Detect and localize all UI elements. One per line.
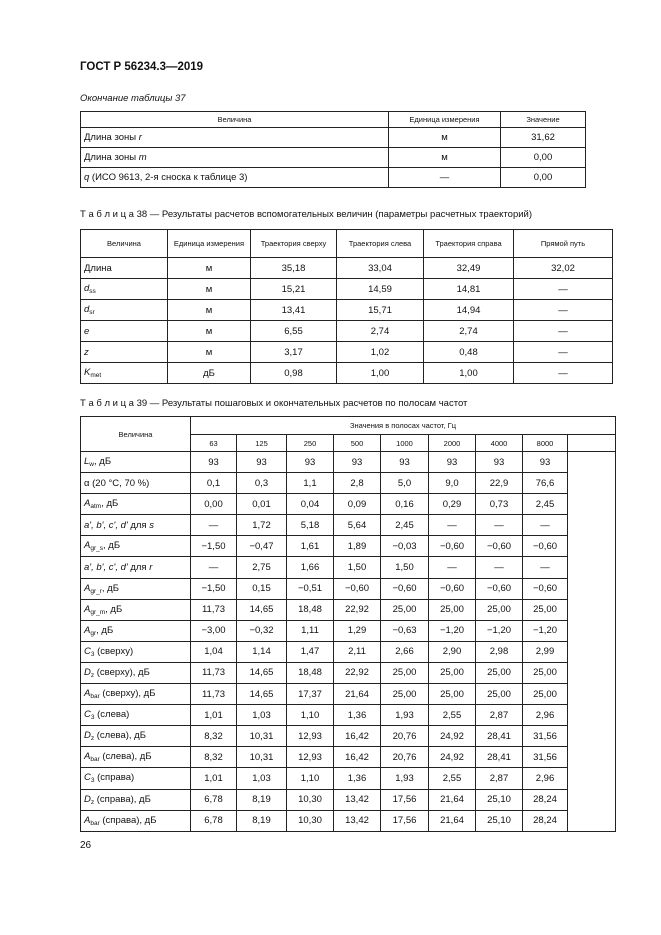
table37-header-unit: Единица измерения <box>389 112 501 128</box>
page-number: 26 <box>80 840 92 851</box>
table39-header-row <box>81 417 616 435</box>
table39-row-label: a', b', c', d' для r <box>81 557 191 578</box>
table38-cell: 15,21 <box>251 279 337 300</box>
table39-cell: 93 <box>287 452 334 473</box>
table37 <box>80 111 586 188</box>
table39-cell: 25,00 <box>381 662 429 683</box>
table39-cell: 1,03 <box>237 768 287 789</box>
table38-cell: — <box>514 363 613 384</box>
table39-row-label: $C_3$ (сверху) <box>81 641 191 662</box>
table-row <box>81 300 613 321</box>
table39-cell: 28,41 <box>476 747 523 768</box>
table39-cell: 93 <box>191 452 237 473</box>
table-row <box>81 684 616 705</box>
table39-cell: 1,72 <box>237 515 287 536</box>
table39-cell: −1,50 <box>191 578 237 599</box>
table39-extra-col-header <box>568 435 616 452</box>
table37-cell: 0,00 <box>501 148 586 168</box>
table-row <box>81 148 586 168</box>
table38-cell: м <box>168 258 251 279</box>
table38-cell: — <box>514 300 613 321</box>
table38-body <box>81 258 613 384</box>
table39-cell: 17,56 <box>381 789 429 810</box>
table39-cell: 1,36 <box>334 705 381 726</box>
table39-cell: 22,92 <box>334 662 381 683</box>
table39-cell: −0,47 <box>237 536 287 557</box>
table39-cell: 1,29 <box>334 620 381 641</box>
table39-cell: 2,87 <box>476 768 523 789</box>
table38-cell: дБ <box>168 363 251 384</box>
table39-cell: 25,00 <box>429 599 476 620</box>
table-row <box>81 321 613 342</box>
table39-cell: 10,31 <box>237 726 287 747</box>
table-row <box>81 599 616 620</box>
table39-cell: 18,48 <box>287 599 334 620</box>
table39-cell: 24,92 <box>429 747 476 768</box>
table39-cell: 1,36 <box>334 768 381 789</box>
table38-header-cell: Траектория слева <box>337 230 424 258</box>
table39-row-label: $A_{gr\_s}$, дБ <box>81 536 191 557</box>
table39-extra-col <box>568 452 616 832</box>
table37-cell: 0,00 <box>501 168 586 188</box>
table38-cell: 6,55 <box>251 321 337 342</box>
table-row <box>81 578 616 599</box>
table39-cell: 2,87 <box>476 705 523 726</box>
table-row <box>81 768 616 789</box>
table39-cell: 1,03 <box>237 705 287 726</box>
table38-cell: 14,81 <box>424 279 514 300</box>
table37-header-value: Значение <box>501 112 586 128</box>
table39-cell: 2,90 <box>429 641 476 662</box>
table39-cell: 11,73 <box>191 599 237 620</box>
table39-cell: 0,09 <box>334 494 381 515</box>
table39-cell: 2,99 <box>523 641 568 662</box>
table39-cell: 1,93 <box>381 705 429 726</box>
table38-cell: 0,48 <box>424 342 514 363</box>
table39-cell: 2,66 <box>381 641 429 662</box>
table39-cell: 1,04 <box>191 641 237 662</box>
table39-cell: 9,0 <box>429 473 476 494</box>
table-row <box>81 789 616 810</box>
table39-freq-header: 8000 <box>523 435 568 452</box>
table39-cell: — <box>476 515 523 536</box>
table39-cell: −0,60 <box>429 578 476 599</box>
table39-row-label: α (20 °C, 70 %) <box>81 473 191 494</box>
table38 <box>80 229 613 384</box>
table39-cell: 0,29 <box>429 494 476 515</box>
table39-cell: −3,00 <box>191 620 237 641</box>
table38-cell: 2,74 <box>424 321 514 342</box>
table39-row-label: $C_3$ (справа) <box>81 768 191 789</box>
table38-cell: 32,02 <box>514 258 613 279</box>
table37-cell: м <box>389 128 501 148</box>
table39-cell: 8,32 <box>191 747 237 768</box>
table39-row-label: $A_{bar}$ (сверху), дБ <box>81 684 191 705</box>
table39-row-label: $D_z$ (сверху), дБ <box>81 662 191 683</box>
table37-cell: — <box>389 168 501 188</box>
table39-cell: — <box>429 515 476 536</box>
table-row <box>81 620 616 641</box>
table39-cell: 2,45 <box>523 494 568 515</box>
table38-cell: 2,74 <box>337 321 424 342</box>
table39-cell: — <box>191 515 237 536</box>
table39-row-label: $A_{bar}$ (справа), дБ <box>81 810 191 831</box>
table39-cell: −0,51 <box>287 578 334 599</box>
table38-caption: Т а б л и ц а 38 — Результаты расчетов вспомогательных величин (параметры расчетных траекторий) <box>80 209 533 220</box>
table39-cell: 1,01 <box>191 768 237 789</box>
table38-cell: 15,71 <box>337 300 424 321</box>
table38-header-cell: Траектория сверху <box>251 230 337 258</box>
table39-cell: −1,50 <box>191 536 237 557</box>
table39-cell: −0,63 <box>381 620 429 641</box>
table39-cell: 25,00 <box>523 599 568 620</box>
table39-cell: 6,78 <box>191 810 237 831</box>
table39-row-label: $A_{bar}$ (слева), дБ <box>81 747 191 768</box>
table39-cell: 25,10 <box>476 789 523 810</box>
table39-cell: 25,00 <box>476 662 523 683</box>
table39-cell: −0,03 <box>381 536 429 557</box>
table39-cell: 2,75 <box>237 557 287 578</box>
table38-cell: — <box>514 279 613 300</box>
table39-cell: 1,50 <box>381 557 429 578</box>
table39-row-label: $A_{gr\_r}$, дБ <box>81 578 191 599</box>
table39-cell: 28,24 <box>523 789 568 810</box>
table38-cell: м <box>168 300 251 321</box>
table39-cell: 11,73 <box>191 684 237 705</box>
table39-cell: 5,0 <box>381 473 429 494</box>
table39-row-label: $L_w$, дБ <box>81 452 191 473</box>
table39-cell: 1,66 <box>287 557 334 578</box>
table39-cell: 16,42 <box>334 747 381 768</box>
table39-cell: 2,96 <box>523 768 568 789</box>
table39-cell: 10,30 <box>287 810 334 831</box>
table39-cell: 17,56 <box>381 810 429 831</box>
table38-cell: 0,98 <box>251 363 337 384</box>
table38-cell: e <box>81 321 168 342</box>
table39-cell: 2,55 <box>429 705 476 726</box>
table39-cell: 21,64 <box>429 810 476 831</box>
table39-row-label: $A_{gr}$, дБ <box>81 620 191 641</box>
table39-cell: 5,64 <box>334 515 381 536</box>
table-row <box>81 473 616 494</box>
table39-cell: −0,60 <box>476 578 523 599</box>
table39-cell: −0,60 <box>523 578 568 599</box>
table39-cell: 1,93 <box>381 768 429 789</box>
table37-header-row <box>81 112 586 128</box>
table39-cell: 2,96 <box>523 705 568 726</box>
table-row <box>81 747 616 768</box>
table39-cell: — <box>476 557 523 578</box>
table39-cell: −1,20 <box>523 620 568 641</box>
table39-cell: 0,15 <box>237 578 287 599</box>
table-row <box>81 536 616 557</box>
table39-cell: 5,18 <box>287 515 334 536</box>
table39-header-freq: Значения в полосах частот, Гц <box>191 417 616 435</box>
table38-cell: 3,17 <box>251 342 337 363</box>
table39-cell: 2,8 <box>334 473 381 494</box>
table39-cell: 1,11 <box>287 620 334 641</box>
table37-cell: Длина зоны r <box>81 128 389 148</box>
table39-cell: 13,42 <box>334 810 381 831</box>
table39-cell: −0,60 <box>476 536 523 557</box>
table39-freq-header: 2000 <box>429 435 476 452</box>
table-row <box>81 363 613 384</box>
table-row <box>81 557 616 578</box>
table39-cell: 16,42 <box>334 726 381 747</box>
table39-cell: 21,64 <box>429 789 476 810</box>
table39-cell: −0,32 <box>237 620 287 641</box>
table38-cell: 33,04 <box>337 258 424 279</box>
table-row <box>81 641 616 662</box>
table39-cell: −0,60 <box>381 578 429 599</box>
table39-cell: 93 <box>429 452 476 473</box>
table39-row-label: $D_z$ (справа), дБ <box>81 789 191 810</box>
table38-cell: м <box>168 279 251 300</box>
table39-cell: 1,47 <box>287 641 334 662</box>
table38-cell: $d_{sr}$ <box>81 300 168 321</box>
table39-cell: −1,20 <box>429 620 476 641</box>
table39-cell: 25,00 <box>429 662 476 683</box>
table38-cell: м <box>168 342 251 363</box>
table39-freq-header: 125 <box>237 435 287 452</box>
table39-cell: 1,10 <box>287 768 334 789</box>
table39-cell: 17,37 <box>287 684 334 705</box>
table39-cell: 0,04 <box>287 494 334 515</box>
table39-cell: 14,65 <box>237 684 287 705</box>
table39-freq-header: 63 <box>191 435 237 452</box>
table39-cell: — <box>523 515 568 536</box>
table39-cell: 2,98 <box>476 641 523 662</box>
table39 <box>80 416 616 832</box>
table39-cell: 0,3 <box>237 473 287 494</box>
table38-cell: 14,59 <box>337 279 424 300</box>
table39-cell: 25,00 <box>476 684 523 705</box>
table38-cell: — <box>514 342 613 363</box>
table-row <box>81 726 616 747</box>
table-row <box>81 810 616 831</box>
table39-cell: 10,30 <box>287 789 334 810</box>
table39-cell: 6,78 <box>191 789 237 810</box>
table38-header-cell: Единица измерения <box>168 230 251 258</box>
table39-cell: 21,64 <box>334 684 381 705</box>
table-row <box>81 279 613 300</box>
table39-cell: −1,20 <box>476 620 523 641</box>
table39-cell: 25,00 <box>381 599 429 620</box>
table38-cell: — <box>514 321 613 342</box>
table-row <box>81 258 613 279</box>
table-row <box>81 168 586 188</box>
table38-header-cell: Траектория справа <box>424 230 514 258</box>
table39-cell: 0,00 <box>191 494 237 515</box>
table39-freq-header: 500 <box>334 435 381 452</box>
table39-cell: 93 <box>334 452 381 473</box>
table39-cell: 25,00 <box>381 684 429 705</box>
table39-cell: 12,93 <box>287 726 334 747</box>
table39-cell: 8,19 <box>237 789 287 810</box>
table39-cell: 28,41 <box>476 726 523 747</box>
table39-cell: 18,48 <box>287 662 334 683</box>
table-row <box>81 662 616 683</box>
table37-cell: 31,62 <box>501 128 586 148</box>
table39-cell: −0,60 <box>334 578 381 599</box>
table39-row-label: $A_{atm}$, дБ <box>81 494 191 515</box>
table38-cell: Длина <box>81 258 168 279</box>
table39-cell: 0,01 <box>237 494 287 515</box>
table38-cell: 1,00 <box>424 363 514 384</box>
table-row <box>81 494 616 515</box>
table39-cell: 8,32 <box>191 726 237 747</box>
table39-cell: 25,00 <box>523 684 568 705</box>
table-row <box>81 342 613 363</box>
table39-cell: 20,76 <box>381 726 429 747</box>
table39-cell: 10,31 <box>237 747 287 768</box>
table39-body <box>81 452 616 832</box>
table38-cell: z <box>81 342 168 363</box>
table39-cell: 2,45 <box>381 515 429 536</box>
table-row <box>81 705 616 726</box>
table39-cell: 11,73 <box>191 662 237 683</box>
table39-cell: 93 <box>476 452 523 473</box>
table39-cell: 0,73 <box>476 494 523 515</box>
table39-cell: — <box>523 557 568 578</box>
table38-cell: м <box>168 321 251 342</box>
table39-cell: 24,92 <box>429 726 476 747</box>
table39-cell: 25,10 <box>476 810 523 831</box>
table39-cell: 28,24 <box>523 810 568 831</box>
table39-cell: 13,42 <box>334 789 381 810</box>
table38-header-row <box>81 230 613 258</box>
table37-cell: Длина зоны m <box>81 148 389 168</box>
table39-cell: — <box>429 557 476 578</box>
table39-cell: 76,6 <box>523 473 568 494</box>
table39-cell: 22,9 <box>476 473 523 494</box>
table37-continuation-label: Окончание таблицы 37 <box>80 93 186 104</box>
table39-cell: 1,14 <box>237 641 287 662</box>
table39-freq-header: 1000 <box>381 435 429 452</box>
table39-cell: 12,93 <box>287 747 334 768</box>
table39-cell: 0,1 <box>191 473 237 494</box>
table-row <box>81 515 616 536</box>
table39-freq-header: 250 <box>287 435 334 452</box>
table39-cell: 31,56 <box>523 747 568 768</box>
table38-cell: 35,18 <box>251 258 337 279</box>
table39-cell: 1,01 <box>191 705 237 726</box>
table39-cell: 2,11 <box>334 641 381 662</box>
table38-cell: 13,41 <box>251 300 337 321</box>
table39-header-quantity: Величина <box>81 417 191 452</box>
table39-cell: 14,65 <box>237 599 287 620</box>
table39-cell: 93 <box>381 452 429 473</box>
table39-cell: 1,61 <box>287 536 334 557</box>
table39-caption: Т а б л и ц а 39 — Результаты пошаговых и окончательных расчетов по полосам частот <box>80 398 468 409</box>
document-header: ГОСТ Р 56234.3—2019 <box>80 61 204 73</box>
table38-cell: 32,49 <box>424 258 514 279</box>
table37-cell: q (ИСО 9613, 2-я сноска к таблице 3) <box>81 168 389 188</box>
table39-cell: 1,89 <box>334 536 381 557</box>
table39-cell: 1,1 <box>287 473 334 494</box>
table39-cell: 93 <box>523 452 568 473</box>
table39-cell: 93 <box>237 452 287 473</box>
table39-row-label: a', b', c', d' для s <box>81 515 191 536</box>
table39-freq-header: 4000 <box>476 435 523 452</box>
table38-cell: $d_{ss}$ <box>81 279 168 300</box>
table39-cell: 8,19 <box>237 810 287 831</box>
table39-row-label: $D_z$ (слева), дБ <box>81 726 191 747</box>
table39-cell: 22,92 <box>334 599 381 620</box>
table-row <box>81 128 586 148</box>
table39-cell: −0,60 <box>523 536 568 557</box>
table37-header-quantity: Величина <box>81 112 389 128</box>
table39-cell: 1,10 <box>287 705 334 726</box>
table-row <box>81 452 616 473</box>
table39-cell: 1,50 <box>334 557 381 578</box>
table39-cell: 2,55 <box>429 768 476 789</box>
table39-cell: 0,16 <box>381 494 429 515</box>
table38-header-cell: Величина <box>81 230 168 258</box>
table39-cell: 31,56 <box>523 726 568 747</box>
table39-cell: 25,00 <box>429 684 476 705</box>
table39-cell: — <box>191 557 237 578</box>
table38-cell: 1,02 <box>337 342 424 363</box>
table39-cell: 25,00 <box>476 599 523 620</box>
table39-cell: 20,76 <box>381 747 429 768</box>
table39-cell: −0,60 <box>429 536 476 557</box>
table39-row-label: $A_{gr\_m}$, дБ <box>81 599 191 620</box>
table38-header-cell: Прямой путь <box>514 230 613 258</box>
table37-cell: м <box>389 148 501 168</box>
table39-cell: 25,00 <box>523 662 568 683</box>
table38-cell: 14,94 <box>424 300 514 321</box>
table38-cell: 1,00 <box>337 363 424 384</box>
table39-row-label: $C_3$ (слева) <box>81 705 191 726</box>
table39-cell: 14,65 <box>237 662 287 683</box>
table38-cell: $K_{met}$ <box>81 363 168 384</box>
